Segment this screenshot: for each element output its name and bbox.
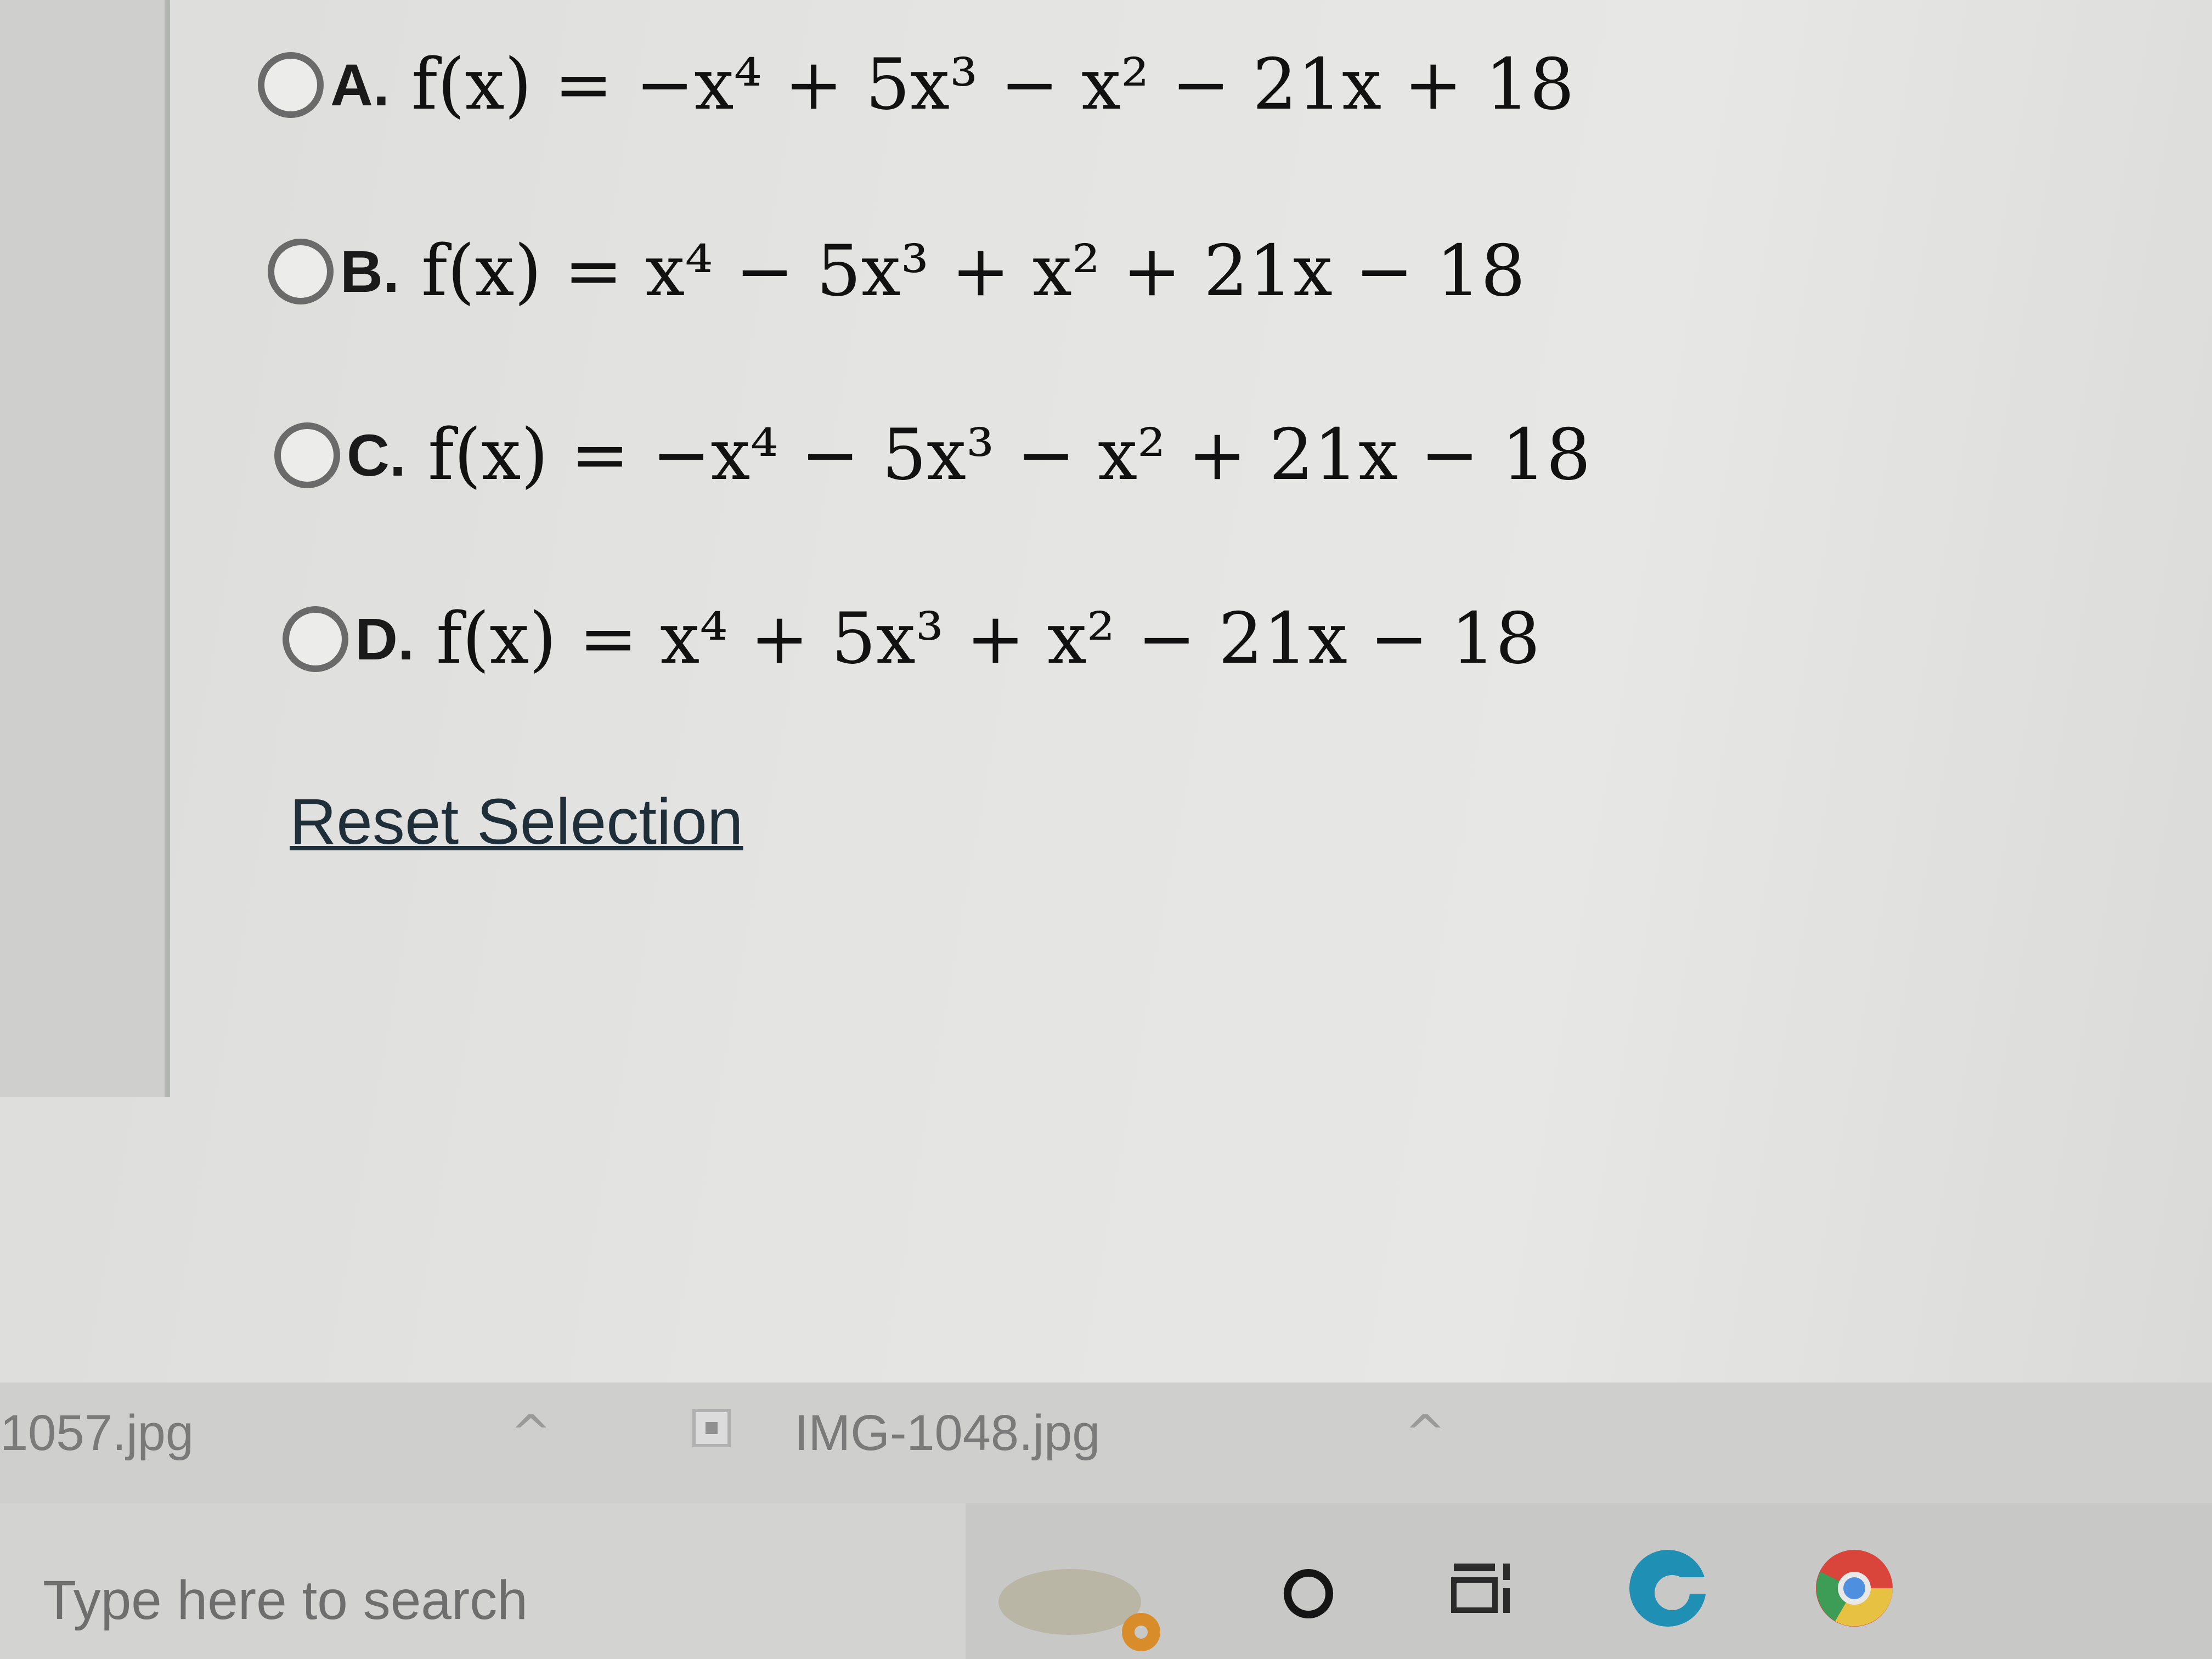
- option-letter: B.: [340, 238, 399, 304]
- option-equation: f(x) = −x⁴ − 5x³ − x² + 21x − 18: [428, 414, 1591, 496]
- option-equation: f(x) = −x⁴ + 5x³ − x² − 21x + 18: [411, 44, 1575, 126]
- radio-button-b[interactable]: [268, 239, 334, 304]
- radio-button-a[interactable]: [258, 52, 324, 118]
- option-b[interactable]: [268, 230, 1525, 312]
- maps-icon[interactable]: [988, 1547, 1174, 1657]
- reset-selection-link[interactable]: Reset Selection: [290, 786, 743, 858]
- edge-icon[interactable]: [1624, 1544, 1712, 1632]
- radio-button-d[interactable]: [283, 606, 348, 672]
- option-equation: f(x) = x⁴ − 5x³ + x² + 21x − 18: [421, 230, 1526, 312]
- chevron-up-icon[interactable]: ^: [1404, 1404, 1446, 1462]
- option-c[interactable]: [274, 414, 1591, 496]
- option-letter: C.: [347, 422, 406, 488]
- download-item-name[interactable]: 1057.jpg: [0, 1405, 194, 1461]
- taskbar-search-box[interactable]: [0, 1503, 966, 1659]
- download-item-name[interactable]: IMG-1048.jpg: [794, 1405, 1101, 1461]
- image-file-icon: [692, 1409, 731, 1447]
- chevron-up-icon[interactable]: ^: [510, 1404, 552, 1462]
- taskbar: [0, 1503, 2212, 1659]
- option-equation: f(x) = x⁴ + 5x³ + x² − 21x − 18: [436, 598, 1541, 680]
- task-view-icon[interactable]: [1448, 1555, 1520, 1627]
- left-sidebar: [0, 0, 170, 1097]
- option-letter: D.: [355, 606, 414, 672]
- chrome-icon[interactable]: [1810, 1544, 1898, 1632]
- option-letter: A.: [330, 52, 390, 118]
- radio-button-c[interactable]: [274, 422, 340, 488]
- option-a[interactable]: [258, 44, 1575, 126]
- search-placeholder: Type here to search: [43, 1570, 528, 1631]
- option-d[interactable]: [283, 598, 1540, 680]
- downloads-bar: [0, 1383, 2212, 1503]
- cortana-icon[interactable]: [1278, 1564, 1339, 1624]
